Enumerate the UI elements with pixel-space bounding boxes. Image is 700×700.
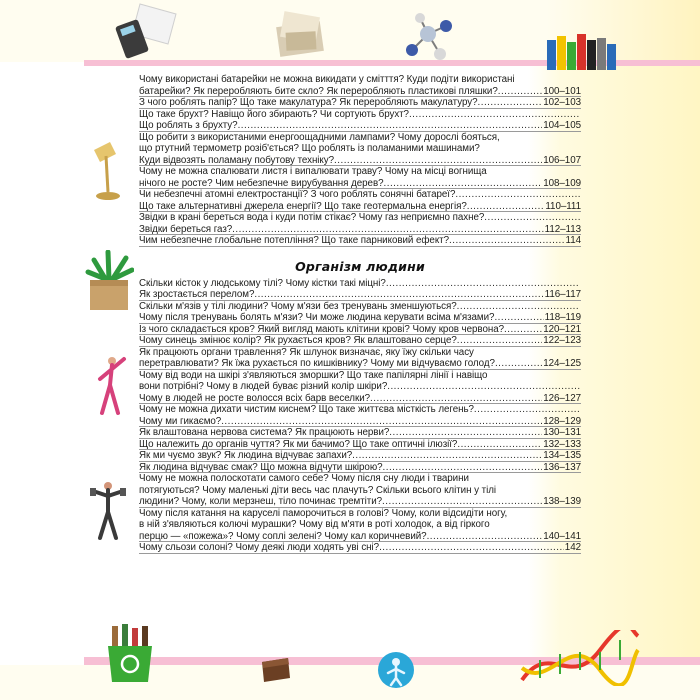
dot-leader xyxy=(474,404,580,416)
toc-page-number: 124–125 xyxy=(543,358,581,369)
toc-question-text: Що таке брухт? Навіщо його збирають? Чи сортують брухт? xyxy=(139,108,409,120)
body-scan-icon xyxy=(376,650,416,690)
toc-entry-line xyxy=(139,347,581,359)
toc-entry xyxy=(139,370,581,393)
toc-page-number: 128–129 xyxy=(543,415,581,427)
toc-question-text: Куди відвозять поламану побутову техніку? xyxy=(139,154,335,166)
toc-question-text: нічого не росте? Чим небезпечне вирубування дерев? xyxy=(139,177,384,189)
toc-page-number: 126–127 xyxy=(543,392,581,404)
toc-entry-line xyxy=(139,312,581,324)
toc-question-text: Як людина відчуває смак? Що можна відчути шкірою? xyxy=(139,461,383,473)
card-terminal-icon xyxy=(110,0,182,62)
toc-entry xyxy=(139,212,581,224)
toc-question-text: Чому сльози солоні? Чому деякі люди ходять уві сні? xyxy=(139,542,380,553)
toc-entry-line xyxy=(139,542,581,554)
dot-leader xyxy=(409,109,580,121)
toc-entry xyxy=(139,427,581,439)
toc-entry xyxy=(139,450,581,462)
toc-entry xyxy=(139,224,581,236)
toc-entry-line xyxy=(139,358,581,370)
toc-section-human-body xyxy=(139,278,581,554)
toc-entry xyxy=(139,189,581,201)
dot-leader xyxy=(370,393,542,405)
toc-question-text: перетравлювати? Як їжа рухається по кишківнику? Чому ми відчуваємо голод? xyxy=(139,358,495,369)
toc-entry-line xyxy=(139,289,581,301)
toc-page-number: 106–107 xyxy=(543,154,581,166)
toc-entry-line xyxy=(139,508,581,520)
toc-question-text: Чому використані батарейки не можна викидати у смітття? Куди подіти використані xyxy=(139,74,515,85)
toc-page-number: 132–133 xyxy=(543,438,581,450)
toc-entry xyxy=(139,473,581,508)
toc-question-text: Що таке альтернативні джерела енергії? Що таке геотермальна енергія? xyxy=(139,200,467,212)
dot-leader xyxy=(382,496,542,508)
toc-page-number: 100–101 xyxy=(543,85,581,97)
toc-entry-line xyxy=(139,224,581,236)
dot-leader xyxy=(379,542,564,554)
toc-question-text: перцю — «пожежа»? Чому соплі зелені? Чому кал коричневий? xyxy=(139,530,427,542)
toc-entry-line xyxy=(139,278,581,290)
toc-question-text: батарейки? Як переробляють бите скло? Як переробляють пластикові пляшки? xyxy=(139,85,498,97)
toc-entry xyxy=(139,393,581,405)
toc-entry xyxy=(139,74,581,97)
toc-question-text: Чому від води на шкірі з'являються зморшки? Що таке папілярні лінії і навіщо xyxy=(139,369,488,381)
toc-entry-line xyxy=(139,519,581,531)
dot-leader xyxy=(387,381,580,393)
desk-lamp-icon xyxy=(90,140,126,202)
dot-leader xyxy=(498,86,542,98)
toc-question-text: Як зростається перелом? xyxy=(139,289,255,300)
dot-leader xyxy=(334,155,542,167)
toc-page-number: 114 xyxy=(565,235,581,246)
toc-question-text: Чому не можна спалювати листя і випалювати траву? Чому на місці вогнища xyxy=(139,166,487,177)
toc-entry xyxy=(139,508,581,543)
dot-leader xyxy=(457,439,542,451)
toc-entry-line xyxy=(139,201,581,213)
toc-entry xyxy=(139,416,581,428)
toc-entry-line xyxy=(139,178,581,190)
toc-section-environment xyxy=(139,74,581,247)
toc-question-text: Як працюють органи травлення? Як шлунок визначає, яку їжу скільки часу xyxy=(139,346,474,358)
toc-question-text: Звідки береться газ? xyxy=(139,223,233,235)
toc-entry-line xyxy=(139,109,581,121)
toc-entry-line xyxy=(139,132,581,144)
toc-entry-line xyxy=(139,496,581,508)
molecule-icon xyxy=(400,10,458,64)
toc-entry-line xyxy=(139,324,581,336)
plant-box-icon xyxy=(84,250,134,312)
recycle-bin-icon xyxy=(104,622,156,684)
toc-page-number: 136–137 xyxy=(543,461,581,473)
dot-leader xyxy=(484,212,580,224)
dot-leader xyxy=(221,416,542,428)
toc-entry xyxy=(139,301,581,313)
toc-entry xyxy=(139,335,581,347)
toc-entry-line xyxy=(139,381,581,393)
dot-leader xyxy=(384,178,543,190)
toc-page-number: 142 xyxy=(564,542,581,553)
dot-leader xyxy=(449,235,565,247)
toc-entry-line xyxy=(139,74,581,86)
toc-entry-line xyxy=(139,166,581,178)
dot-leader xyxy=(383,462,543,474)
toc-page-number: 112–113 xyxy=(544,223,581,235)
dot-leader xyxy=(504,324,542,336)
toc-entry-line xyxy=(139,143,581,155)
toc-question-text: Чому не можна полоскотати самого себе? Чому після сну люди і тварини xyxy=(139,473,469,484)
dot-leader xyxy=(467,201,545,213)
toc-entry xyxy=(139,439,581,451)
toc-page-number: 134–135 xyxy=(543,450,581,461)
dot-leader xyxy=(478,97,543,109)
toc-page-number: 138–139 xyxy=(543,496,581,507)
toc-entry-line xyxy=(139,439,581,451)
dot-leader xyxy=(427,531,543,543)
toc-question-text: Чому ми гикаємо? xyxy=(139,415,222,427)
toc-entry-line xyxy=(139,393,581,405)
toc-page-number: 108–109 xyxy=(543,177,581,189)
dot-leader xyxy=(494,312,543,324)
toc-entry-line xyxy=(139,473,581,485)
toc-entry xyxy=(139,347,581,370)
toc-question-text: вони потрібні? Чому в людей буває різний колір шкіри? xyxy=(139,381,388,392)
toc-page-number: 118–119 xyxy=(544,312,581,323)
toc-page-number: 116–117 xyxy=(544,289,581,300)
toc-entry-line xyxy=(139,155,581,167)
toc-entry-line xyxy=(139,189,581,201)
toc-entry-line xyxy=(139,416,581,428)
toc-entry xyxy=(139,324,581,336)
athlete-icon xyxy=(88,480,128,542)
dot-leader xyxy=(495,358,542,370)
dot-leader xyxy=(352,450,542,462)
toc-entry-line xyxy=(139,370,581,382)
toc-question-text: що ртутний термометр розіб'ється? Що роблять із поламаними машинами? xyxy=(139,143,480,154)
toc-entry xyxy=(139,542,581,554)
toc-entry-line xyxy=(139,97,581,109)
toc-question-text: людини? Чому, коли мерзнеш, тіло починає тремтіти? xyxy=(139,496,383,507)
toc-page-number: 122–123 xyxy=(543,335,581,346)
toc-entry-line xyxy=(139,531,581,543)
toc-entry-line xyxy=(139,404,581,416)
toc-question-text: Із чого складається кров? Який вигляд мають клітини крові? Чому кров червона? xyxy=(139,323,505,335)
toc-question-text: Скільки м'язів у тілі людини? Чому м'язи без тренувань зменшуються? xyxy=(139,300,457,312)
toc-entry xyxy=(139,109,581,121)
toc-entry xyxy=(139,97,581,109)
toc-question-text: Чому в людей не росте волосся всіх барв веселки? xyxy=(139,392,371,404)
toc-entry xyxy=(139,166,581,189)
toc-entry-line xyxy=(139,450,581,462)
toc-question-text: Скільки кісток у людському тілі? Чому кістки такі міцні? xyxy=(139,277,386,289)
toc-entry xyxy=(139,289,581,301)
dna-helix-icon xyxy=(520,630,640,686)
toc-question-text: Що належить до органів чуття? Як ми бачимо? Що таке оптичні ілюзії? xyxy=(139,438,458,450)
section-title-human-body: Організм людини xyxy=(295,258,425,274)
toc-question-text: потягуються? Чому маленькі діти весь час плачуть? Скільки всього клітин у тілі xyxy=(139,484,496,496)
table-of-contents xyxy=(139,74,581,554)
toc-question-text: Звідки в крані береться вода і куди потім стікає? Чому газ неприємно пахне? xyxy=(139,212,485,223)
toc-entry-line xyxy=(139,120,581,132)
toc-page-number: 130–131 xyxy=(543,427,581,438)
toc-entry-line xyxy=(139,335,581,347)
toc-question-text: З чого роблять папір? Що таке макулатура? Як переробляють макулатуру? xyxy=(139,97,478,108)
toc-entry-line xyxy=(139,485,581,497)
toc-question-text: Чому після тренувань болять м'язи? Чи може людина керувати всіма м'язами? xyxy=(139,312,495,323)
chocolate-icon xyxy=(258,656,292,684)
toc-page-number: 110–111 xyxy=(545,200,581,212)
toc-entry-line xyxy=(139,86,581,98)
toc-question-text: Що роблять з брухту? xyxy=(139,120,238,131)
toc-page-number: 104–105 xyxy=(543,120,581,131)
toc-question-text: Що робити з використаними енергоощадними лампами? Чому дорослі бояться, xyxy=(139,131,500,143)
dot-leader xyxy=(457,335,542,347)
batteries-icon xyxy=(545,28,619,74)
toc-question-text: Чому після катання на каруселі паморочиться в голові? Чому, коли відсидіти ногу, xyxy=(139,507,508,519)
toc-question-text: Як ми чуємо звук? Як людина відчуває запахи? xyxy=(139,450,353,461)
dot-leader xyxy=(389,427,542,439)
toc-entry xyxy=(139,278,581,290)
dot-leader xyxy=(238,120,543,132)
dot-leader xyxy=(455,189,580,201)
toc-question-text: Чим небезпечне глобальне потепління? Що таке парниковий ефект? xyxy=(139,235,450,246)
toc-question-text: Чи небезпечні атомні електростанції? З чого роблять сонячні батареї? xyxy=(139,189,456,200)
toc-entry-line xyxy=(139,427,581,439)
dot-leader xyxy=(457,301,580,313)
toc-page-number: 102–103 xyxy=(543,97,581,108)
toc-entry xyxy=(139,312,581,324)
toc-question-text: Чому синець змінює колір? Як рухається кров? Як влаштовано серце? xyxy=(139,335,457,346)
dot-leader xyxy=(232,224,543,236)
toc-entry xyxy=(139,132,581,167)
dot-leader xyxy=(386,278,580,290)
toc-entry xyxy=(139,120,581,132)
gymnast-icon xyxy=(90,355,130,417)
toc-entry xyxy=(139,235,581,247)
toc-question-text: Чому не можна дихати чистим киснем? Що таке життєва місткість легень? xyxy=(139,404,474,415)
toc-entry-line xyxy=(139,301,581,313)
toc-question-text: в ній з'являються колючі мурашки? Чому від м'яти в роті холодок, а від гіркого xyxy=(139,519,490,530)
dot-leader xyxy=(254,289,543,301)
toc-entry xyxy=(139,201,581,213)
toc-entry-line xyxy=(139,235,581,247)
toc-entry-line xyxy=(139,212,581,224)
toc-question-text: Як влаштована нервова система? Як працюють нерви? xyxy=(139,427,390,438)
toc-page-number: 140–141 xyxy=(543,530,581,542)
recycled-paper-icon xyxy=(272,4,328,60)
toc-page-number: 120–121 xyxy=(543,323,581,335)
toc-entry-line xyxy=(139,462,581,474)
toc-entry xyxy=(139,462,581,474)
toc-entry xyxy=(139,404,581,416)
